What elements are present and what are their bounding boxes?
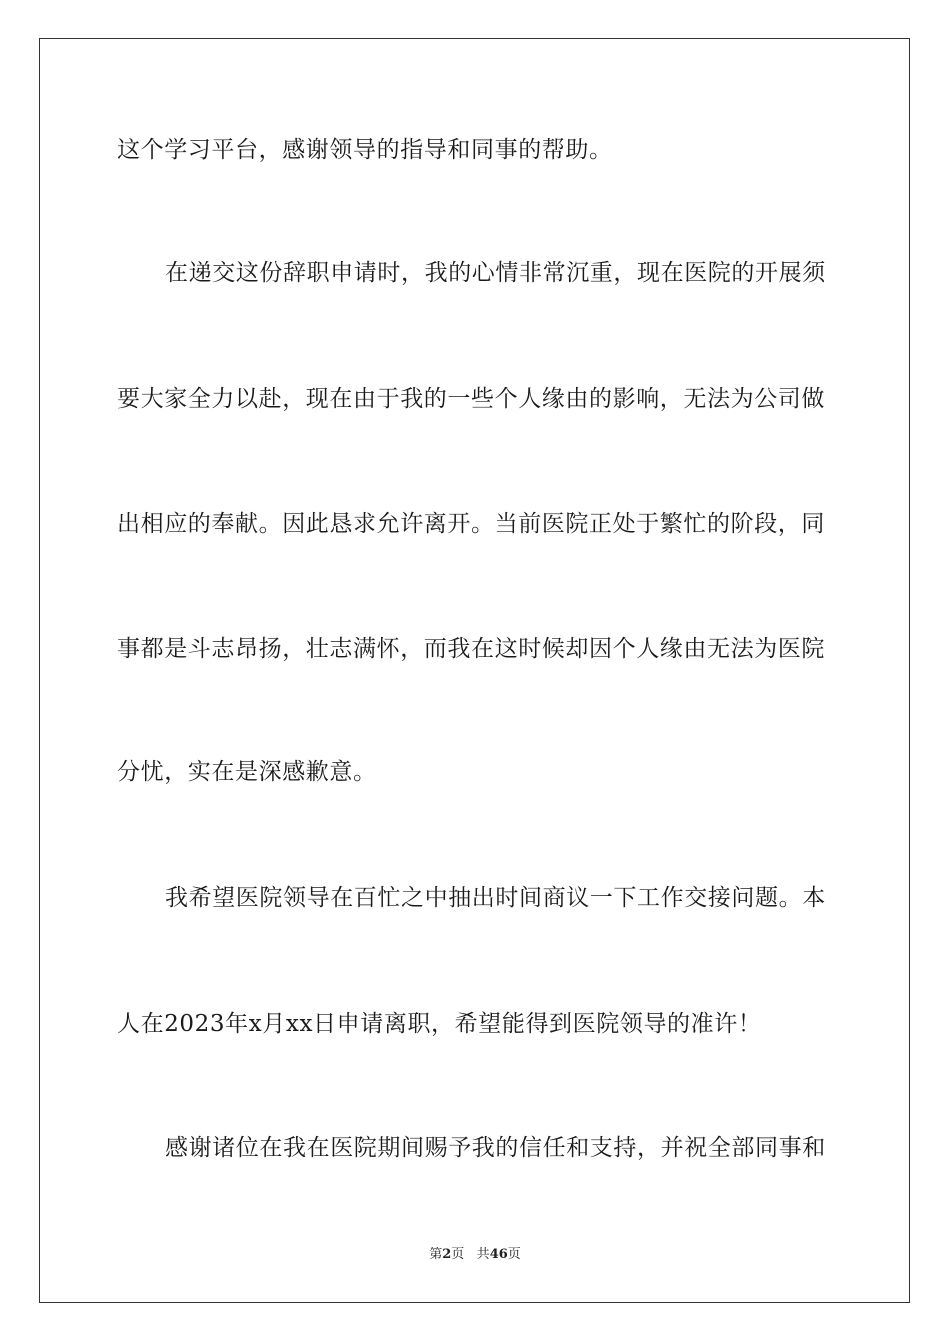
page-border: [39, 38, 910, 1303]
body-line: 人在2023年x月xx日申请离职，希望能得到医院领导的准许！: [117, 1011, 762, 1037]
body-line: 分忧，实在是深感歉意。: [117, 759, 377, 785]
page-label-prefix: 第: [429, 1247, 443, 1262]
total-label-prefix: 共: [476, 1247, 490, 1262]
total-label-suffix: 页: [507, 1247, 521, 1262]
paragraph-start-line: 我希望医院领导在百忙之中抽出时间商议一下工作交接问题。本: [165, 885, 826, 911]
page-label-suffix: 页: [451, 1247, 465, 1262]
body-line: 事都是斗志昂扬，壮志满怀，而我在这时候却因个人缘由无法为医院: [117, 636, 825, 662]
body-line: 这个学习平台，感谢领导的指导和同事的帮助。: [117, 137, 613, 163]
paragraph-start-line: 在递交这份辞职申请时，我的心情非常沉重，现在医院的开展须: [165, 260, 826, 286]
body-line: 出相应的奉献。因此恳求允许离开。当前医院正处于繁忙的阶段，同: [117, 511, 825, 537]
total-pages: 46: [489, 1247, 508, 1262]
body-line: 要大家全力以赴，现在由于我的一些个人缘由的影响，无法为公司做: [117, 386, 825, 412]
page-footer: [0, 1246, 950, 1264]
paragraph-start-line: 感谢诸位在我在医院期间赐予我的信任和支持，并祝全部同事和: [165, 1135, 826, 1161]
page-number: 2: [442, 1247, 452, 1262]
